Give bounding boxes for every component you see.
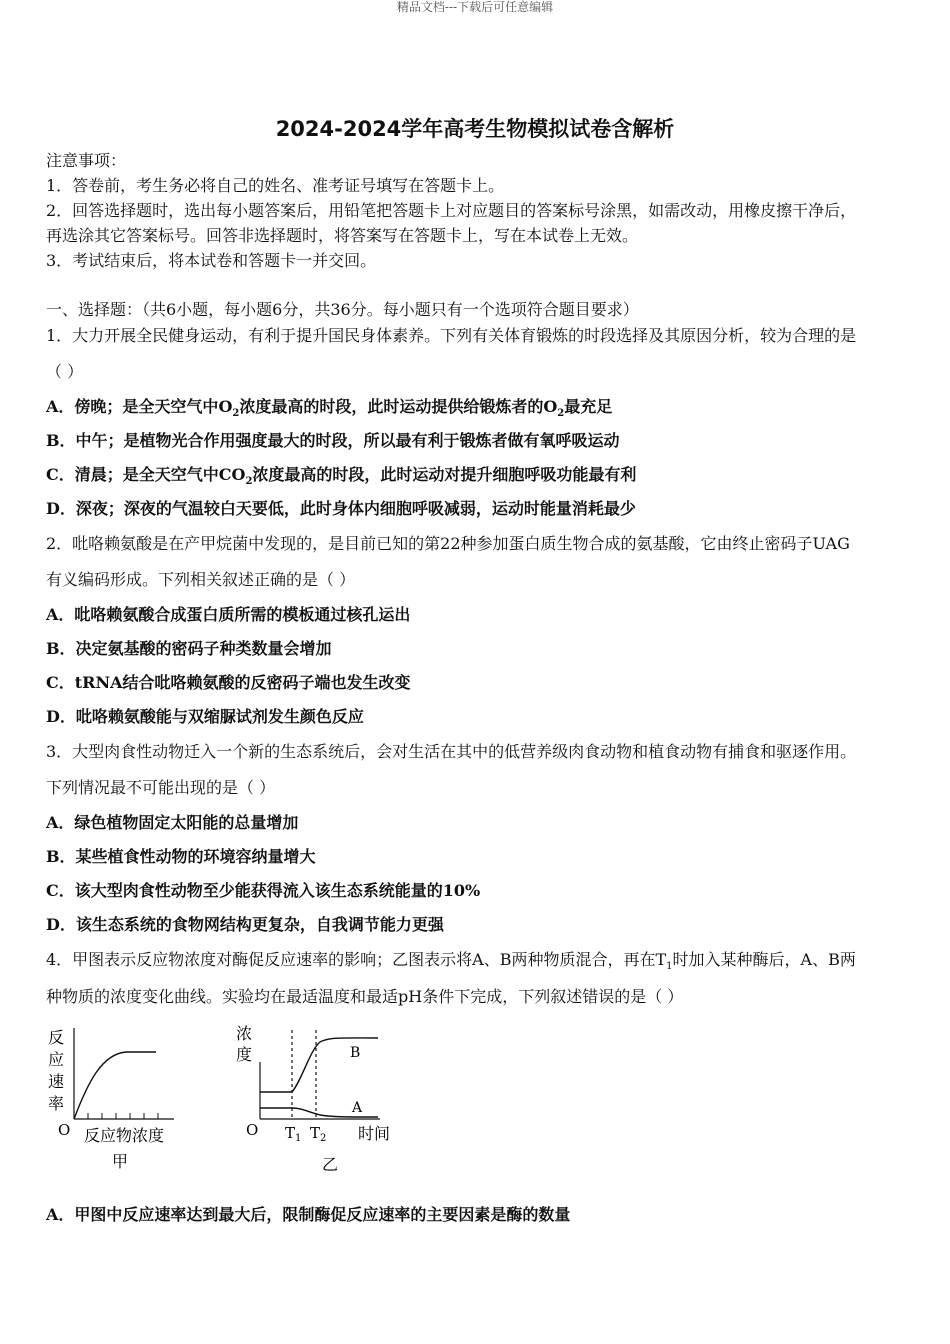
yi-t1-label: $T_1$: [285, 1124, 302, 1144]
question-4-stem: 4．甲图表示反应物浓度对酶促反应速率的影响；乙图表示将A、B两种物质混合，再在$T_1$时加入某种酶后，A、B两: [46, 950, 856, 973]
jia-x-ticks: [88, 1113, 158, 1119]
notice-item: 再选涂其它答案标号。回答非选择题时，将答案写在答题卡上，写在本试卷上无效。: [46, 226, 639, 245]
jia-ylabel-char: 速: [48, 1072, 65, 1091]
jia-caption: 甲: [112, 1152, 129, 1171]
question-2-option-b: B．决定氨基酸的密码子种类数量会增加: [46, 639, 332, 658]
notice-item: 3．考试结束后，将本试卷和答题卡一并交回。: [46, 251, 377, 270]
section-heading: 一、选择题：（共6小题，每小题6分，共36分。每小题只有一个选项符合题目要求）: [46, 300, 639, 319]
yi-origin: O: [246, 1121, 259, 1139]
jia-origin: O: [58, 1121, 71, 1139]
notice-item: 2．回答选择题时，选出每小题答案后，用铅笔把答题卡上对应题目的答案标号涂黑，如需改动，用橡皮擦干净后，: [46, 201, 857, 220]
jia-xlabel: 反应物浓度: [84, 1126, 165, 1145]
question-3-option-b: B．某些植食性动物的环境容纳量增大: [46, 847, 316, 866]
question-3-option-c: C．该大型肉食性动物至少能获得流入该生态系统能量的10%: [46, 881, 481, 900]
yi-curve-b: [260, 1038, 378, 1092]
yi-xlabel: 时间: [358, 1124, 391, 1143]
graph-yi: [236, 1024, 390, 1174]
question-4-figure: [40, 1022, 410, 1182]
question-1-stem-cont: （ ）: [46, 362, 84, 381]
question-1-option-c: C．清晨；是全天空气中$CO_2$浓度最高的时段，此时运动对提升细胞呼吸功能最有利: [46, 465, 637, 488]
jia-ylabel-char: 率: [48, 1094, 65, 1113]
question-2-stem-cont: 有义编码形成。下列相关叙述正确的是（ ）: [46, 570, 356, 589]
question-2-option-a: A．吡咯赖氨酸合成蛋白质所需的模板通过核孔运出: [46, 605, 411, 624]
yi-label-a: A: [352, 1100, 363, 1116]
yi-label-b: B: [350, 1045, 361, 1061]
question-4-option-a: A．甲图中反应速率达到最大后，限制酶促反应速率的主要因素是酶的数量: [46, 1205, 571, 1224]
page-title: 2024-2024学年高考生物模拟试卷含解析: [275, 117, 675, 141]
yi-caption: 乙: [322, 1155, 339, 1174]
question-1-option-a: A．傍晚；是全天空气中$O_2$浓度最高的时段，此时运动提供给锻炼者的$O_2$最充足: [46, 397, 613, 420]
jia-ylabel-char: 反: [48, 1028, 65, 1047]
question-3-option-d: D．该生态系统的食物网结构更复杂，自我调节能力更强: [46, 915, 444, 934]
question-3-stem-cont: 下列情况最不可能出现的是（ ）: [46, 778, 276, 797]
question-4-stem-cont: 种物质的浓度变化曲线。实验均在最适温度和最适pH条件下完成，下列叙述错误的是（ ）: [46, 987, 684, 1006]
jia-ylabel-char: 应: [48, 1050, 65, 1069]
question-3-stem: 3．大型肉食性动物迁入一个新的生态系统后，会对生活在其中的低营养级肉食动物和植食动物有捕食和驱逐作用。: [46, 742, 857, 761]
question-1-option-b: B．中午；是植物光合作用强度最大的时段，所以最有利于锻炼者做有氧呼吸运动: [46, 431, 620, 450]
notice-item: 1．答卷前，考生务必将自己的姓名、准考证号填写在答题卡上。: [46, 176, 505, 195]
yi-ylabel-char: 度: [236, 1045, 253, 1064]
question-1-stem: 1．大力开展全民健身运动，有利于提升国民身体素养。下列有关体育锻炼的时段选择及其原因分析，较为合理的是: [46, 326, 857, 345]
yi-ylabel-char: 浓: [236, 1024, 253, 1043]
notice-heading: 注意事项：: [46, 151, 127, 170]
question-2-option-c: C．tRNA结合吡咯赖氨酸的反密码子端也发生改变: [46, 673, 411, 692]
jia-curve: [74, 1052, 156, 1119]
question-3-option-a: A．绿色植物固定太阳能的总量增加: [46, 813, 299, 832]
header-watermark: 精品文档---下载后可任意编辑: [396, 0, 554, 14]
yi-t2-label: $T_2$: [310, 1124, 327, 1144]
question-2-stem: 2．吡咯赖氨酸是在产甲烷菌中发现的，是目前已知的第22种参加蛋白质生物合成的氨基酸，它由终止密码子UAG: [46, 534, 850, 553]
graph-jia: [48, 1028, 174, 1171]
question-2-option-d: D．吡咯赖氨酸能与双缩脲试剂发生颜色反应: [46, 707, 364, 726]
question-1-option-d: D．深夜；深夜的气温较白天要低，此时身体内细胞呼吸减弱，运动时能量消耗最少: [46, 499, 636, 518]
